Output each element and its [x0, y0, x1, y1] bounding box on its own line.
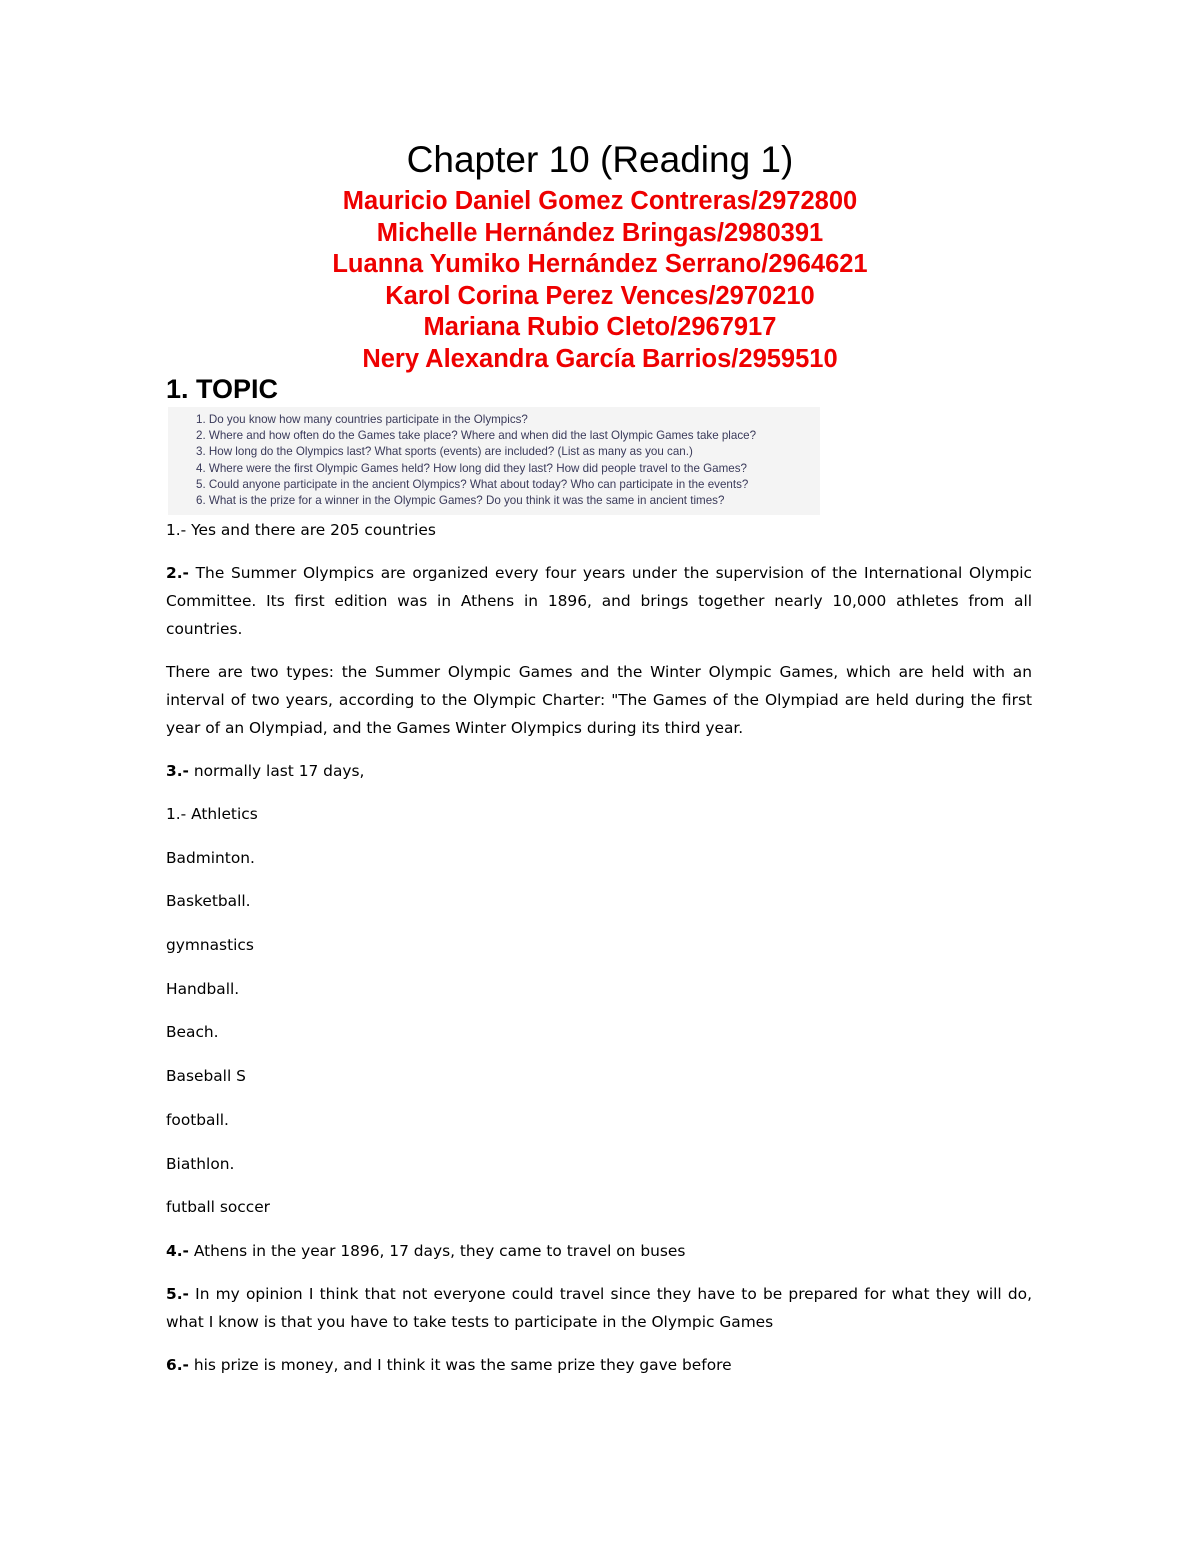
author-list	[0, 186, 1200, 376]
answer-text: his prize is money, and I think it was the same prize they gave before	[188, 1355, 732, 1374]
sport-item: Biathlon.	[166, 1154, 235, 1173]
answer-number: 3.-	[166, 762, 189, 780]
question-line: 4. Where were the first Olympic Games held? How long did they last? How did people travel to the Games?	[196, 461, 747, 475]
answer-number: 4.-	[166, 1241, 189, 1260]
question-line: 2. Where and how often do the Games take place? Where and when did the last Olympic Games take place?	[196, 429, 757, 443]
answer-text: Athens in the year 1896, 17 days, they came to travel on buses	[188, 1241, 686, 1260]
author-line: Michelle Hernández Bringas/2980391	[376, 218, 824, 247]
question-line: 1. Do you know how many countries participate in the Olympics?	[196, 413, 528, 426]
answers-body	[166, 516, 1032, 1379]
question-line: 3. How long do the Olympics last? What sports (events) are included? (List as many as you can.)	[196, 445, 693, 459]
sport-item: Beach.	[166, 1023, 219, 1042]
sport-item: football.	[166, 1110, 229, 1129]
sport-item: Handball.	[166, 979, 240, 998]
answer-text: Yes and there are 205 countries	[186, 521, 436, 539]
question-line: 5. Could anyone participate in the ancient Olympics? What about today? Who can participate in the events?	[196, 477, 749, 491]
answer-2-paragraph: There are two types: the Summer Olympic Games and the Winter Olympic Games, which are held with an interval of two years, according to the Olympic Charter: "The Games of the Olympiad are held during the first year of an Olympiad, and the Games Winter Olympics during its third year.	[166, 663, 1032, 737]
answer-1	[166, 516, 1032, 544]
sport-item: Baseball S	[166, 1067, 246, 1086]
question-line: 6. What is the prize for a winner in the Olympic Games? Do you think it was the same in ancient times?	[196, 494, 725, 508]
author-line: Karol Corina Perez Vences/2970210	[385, 281, 815, 310]
answer-number: 2.-	[166, 564, 189, 582]
document-title: Chapter 10 (Reading 1)	[406, 139, 794, 180]
author-line: Mauricio Daniel Gomez Contreras/2972800	[342, 187, 858, 215]
answer-number: 6.-	[166, 1355, 189, 1374]
sport-item: Badminton.	[166, 848, 255, 867]
author-line: Luanna Yumiko Hernández Serrano/2964621	[332, 250, 868, 279]
answer-6	[166, 1351, 1032, 1379]
answer-2	[166, 559, 1032, 643]
answer-number: 5.-	[166, 1284, 189, 1303]
author-line: Nery Alexandra García Barrios/2959510	[362, 344, 838, 373]
answer-text: normally last 17 days,	[188, 762, 365, 780]
answer-4	[166, 1237, 1032, 1265]
author-line: Mariana Rubio Cleto/2967917	[423, 313, 777, 342]
sport-item: Basketball.	[166, 892, 251, 911]
answer-number: 1.-	[166, 521, 187, 539]
section-heading: 1. TOPIC	[166, 374, 279, 404]
answer-text: The Summer Olympics are organized every four years under the supervision of the International Olympic Committee. Its first edition was in Athens in 1896, and brings together nearly 10,000 athletes from all countries.	[166, 564, 1032, 638]
sport-item: futball soccer	[166, 1198, 271, 1217]
sport-item: 1.- Athletics	[166, 805, 258, 823]
answer-text: In my opinion I think that not everyone could travel since they have to be prepared for what they will do, what I know is that you have to take tests to participate in the Olympic Games	[166, 1284, 1032, 1331]
answer-3	[166, 757, 1032, 785]
sport-item: gymnastics	[166, 936, 254, 955]
answer-5	[166, 1280, 1032, 1336]
questions-image	[168, 407, 820, 515]
